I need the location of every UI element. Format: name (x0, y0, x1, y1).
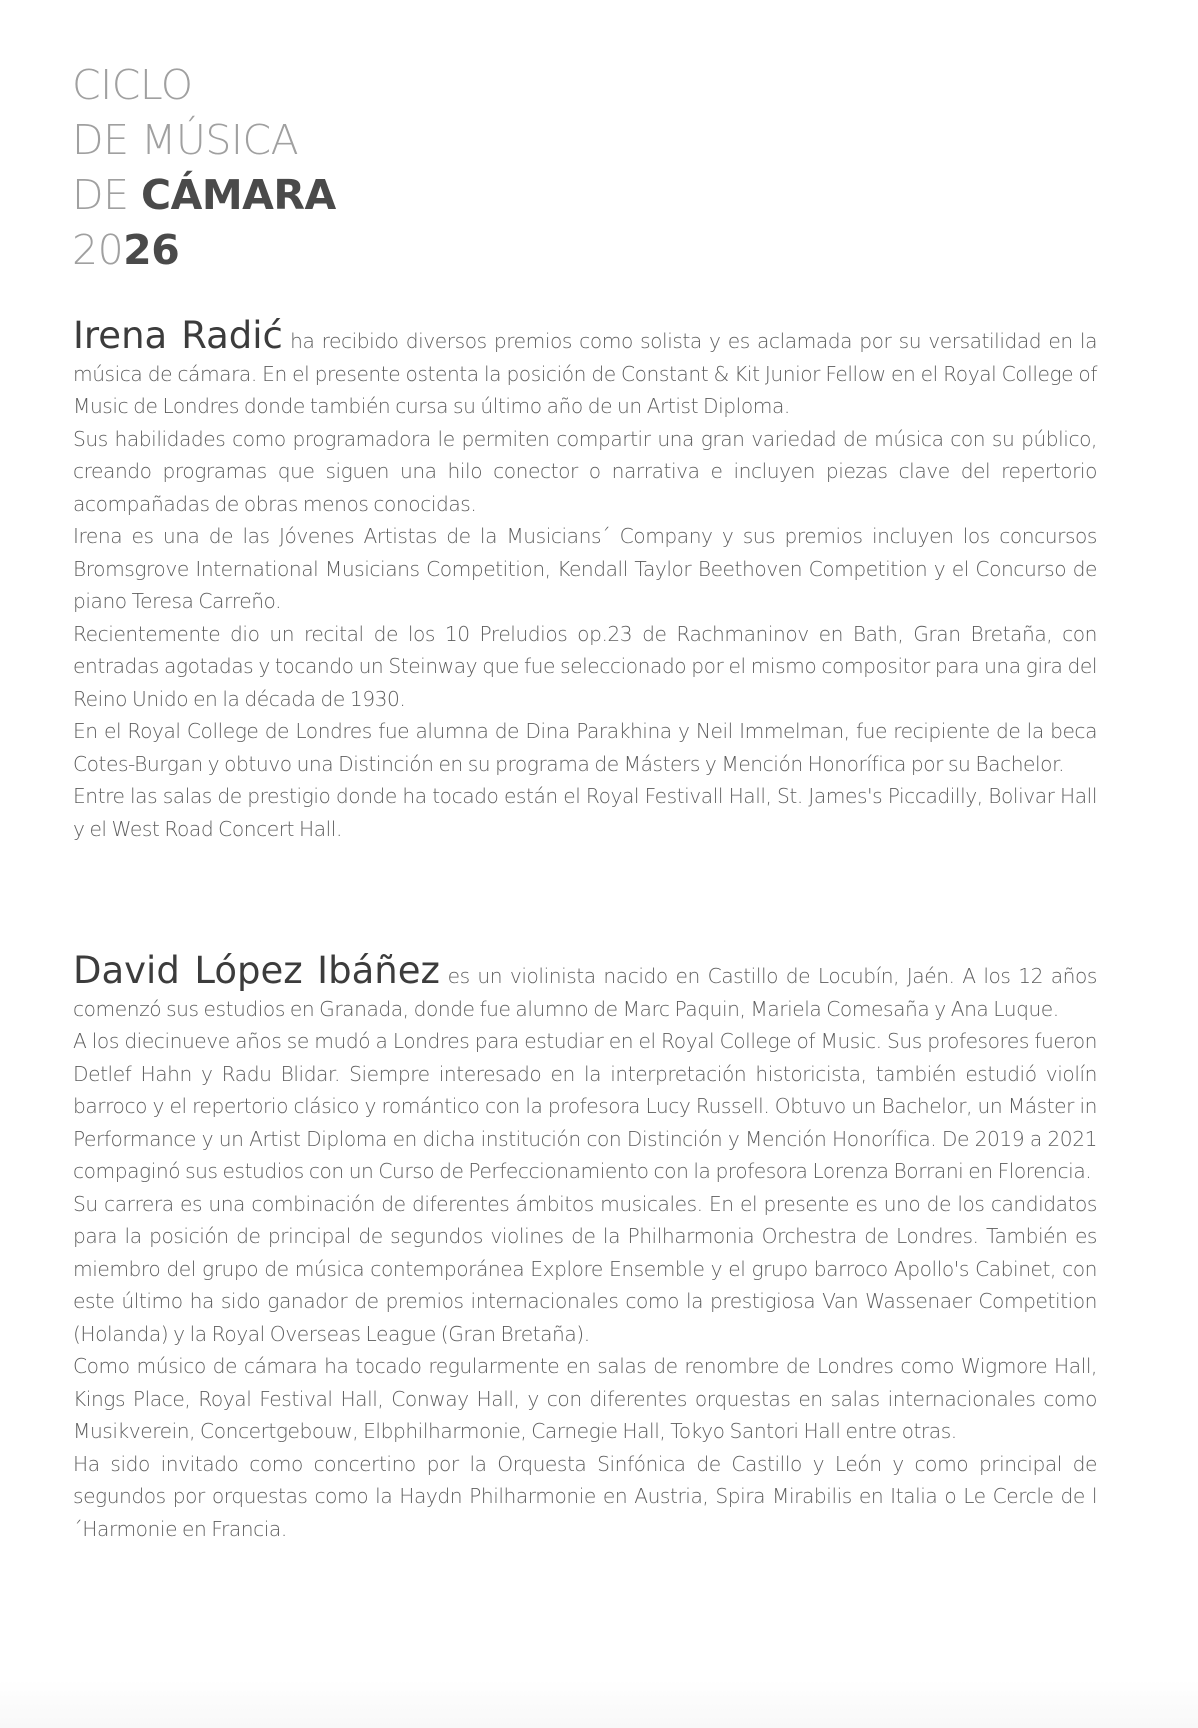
bio-paragraph (73, 949, 1098, 1025)
bio-paragraph: Entre las salas de prestigio donde ha tocado están el Royal Festivall Hall, St. James's Piccadilly, Bolivar Hall y el West Road Concert Hall. (73, 784, 1097, 841)
bio-paragraph: Irena es una de las Jóvenes Artistas de la Musicians´ Company y sus premios incluyen los concursos Bromsgrove International Musicians Competition, Kendall Taylor Beethoven Competition y el Concurso de piano Teresa Carreño. (73, 524, 1097, 613)
bio-paragraph: Sus habilidades como programadora le permiten compartir una gran variedad de música con su público, creando programas que siguen una hilo conector o narrativa e incluyen piezas clave del repertorio acompañadas de obras menos conocidas. (73, 426, 1097, 516)
artist-name: Irena Radić (73, 314, 283, 357)
bio-paragraph: Como músico de cámara ha tocado regularmente en salas de renombre de Londres como Wigmore Hall, Kings Place, Royal Festival Hall, Conway Hall, y con diferentes orquestas en salas internacionales como Musikverein, Concertgebouw, Elbphilharmonie, Carnegie Hall, Tokyo Santori Hall entre otras. (73, 1354, 1097, 1443)
bio-paragraph: A los diecinueve años se mudó a Londres para estudiar en el Royal College of Music. Sus profesores fueron Detlef Hahn y Radu Blidar. Siempre interesado en la interpretación historicista, también estudió violín barroco y el repertorio clásico y romántico con la profesora Lucy Russell. Obtuvo un Bachelor, un Máster in Performance y un Artist Diploma en dicha institución con Distinción y Mención Honorífica. De 2019 a 2021 compaginó sus estudios con un Curso de Perfeccionamiento con la profesora Lorenza Borrani en Florencia. (73, 1029, 1097, 1183)
bio-paragraph: Recientemente dio un recital de los 10 Preludios op.23 de Rachmaninov en Bath, Gran Bretaña, con entradas agotadas y tocando un Steinway que fue seleccionado por el mismo compositor para una gira del Reino Unido en la década de 1930. (73, 621, 1097, 711)
bio-text: es un violinista nacido en Castillo de Locubín, Jaén. A los 12 años comenzó sus estudios en Granada, donde fue alumno de Marc Paquin, Mariela Comesaña y Ana Luque. (73, 964, 1098, 1021)
bio-paragraph (73, 314, 1097, 423)
series-title (72, 58, 336, 278)
title-line-ciclo: CICLO (72, 61, 193, 109)
title-line-de-camara (72, 168, 336, 223)
title-year-bold: 26 (123, 226, 180, 274)
title-year-light: 20 (72, 226, 124, 274)
artist-name: David López Ibáñez (73, 949, 440, 992)
bio-text: ha recibido diversos premios como solista y es aclamada por su versatilidad en la música de cámara. En el presente ostenta la posición de Constant & Kit Junior Fellow en el Royal College of Music de Londres donde también cursa su último año de un Artist Diploma. (73, 329, 1097, 418)
bio-david-lopez-ibanez (73, 949, 1098, 1545)
bio-paragraph: En el Royal College de Londres fue alumna de Dina Parakhina y Neil Immelman, fue recipiente de la beca Cotes-Burgan y obtuvo una Distinción en su programa de Másters y Mención Honorífica por su Bachelor. (73, 719, 1097, 776)
bio-paragraph: Ha sido invitado como concertino por la Orquesta Sinfónica de Castillo y León y como principal de segundos por orquestas como la Haydn Philharmonie en Austria, Spira Mirabilis en Italia o Le Cercle de l´Harmonie en Francia. (73, 1451, 1097, 1541)
title-camara: CÁMARA (141, 171, 336, 219)
bio-irena-radic (73, 314, 1097, 845)
title-line-year (72, 223, 336, 278)
title-de: DE (72, 171, 142, 219)
title-line-de-musica: DE MÚSICA (72, 116, 299, 164)
bio-paragraph: Su carrera es una combinación de diferentes ámbitos musicales. En el presente es uno de los candidatos para la posición de principal de segundos violines de la Philharmonia Orchestra de Londres. También es miembro del grupo de música contemporánea Explore Ensemble y el grupo barroco Apollo's Cabinet, con este último ha sido ganador de premios internacionales como la prestigiosa Van Wassenaer Competition (Holanda) y la Royal Overseas League (Gran Bretaña). (73, 1191, 1097, 1346)
